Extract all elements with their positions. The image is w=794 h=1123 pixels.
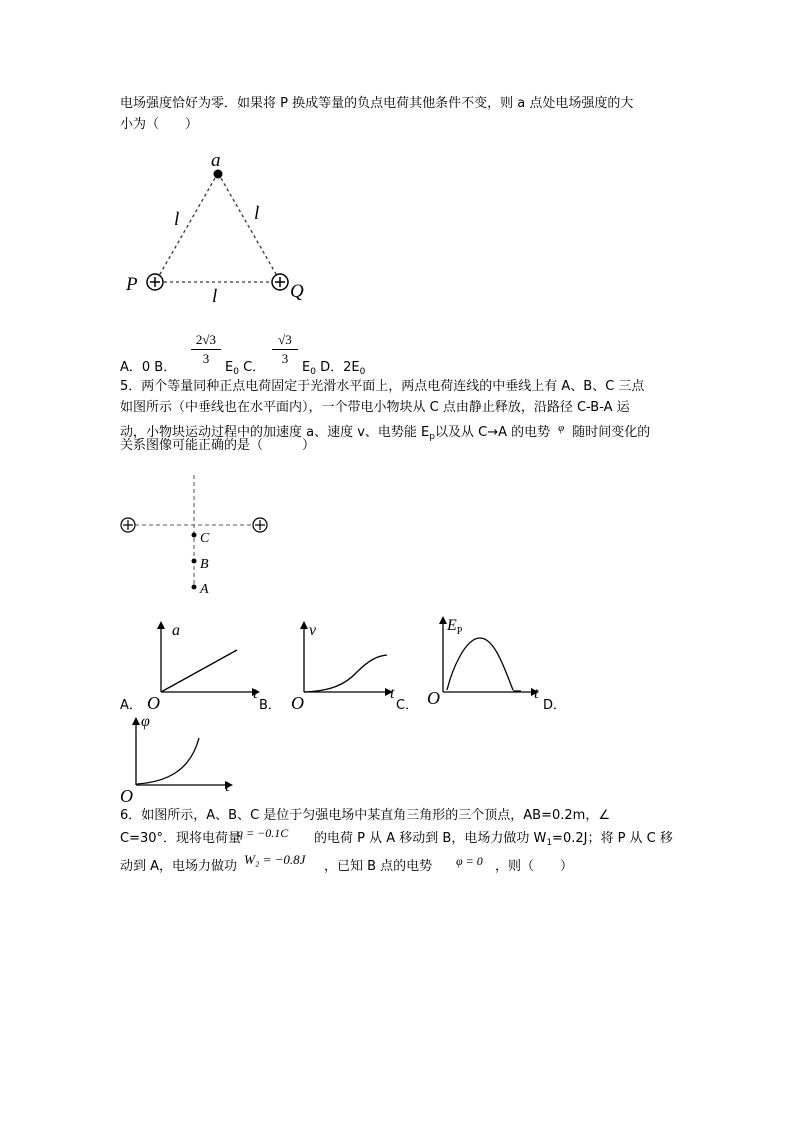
label-c: C	[200, 531, 210, 546]
q5-text-line4: 关系图像可能正确的是（ ）	[120, 438, 316, 453]
q5-text-line1: 5．两个等量同种正点电荷固定于光滑水平面上，两点电荷连线的中垂线上有 A、B、C 三点	[120, 379, 645, 394]
label-l-bottom: l	[212, 286, 218, 307]
q6-charge-math: q = −0.1C	[237, 826, 289, 840]
q6-text-line2a: C=30°．现将电荷量	[120, 831, 242, 846]
origin-label: O	[147, 693, 160, 713]
label-p: P	[126, 274, 138, 295]
q6-text-line1: 6．如图所示，A、B、C 是位于匀强电场中某直角三角形的三个顶点，AB=0.2m，∠	[120, 808, 610, 823]
q5-option-c-label: C．	[396, 698, 419, 713]
velocity-curve	[304, 655, 387, 692]
linear-curve	[161, 650, 237, 692]
q4-option-c-label: C．	[238, 360, 266, 375]
q4-option-b-unit	[225, 360, 265, 380]
q4-option-c-fraction	[272, 332, 298, 367]
fraction-denominator: 3	[202, 351, 210, 366]
side-right-dashed	[218, 173, 280, 281]
fraction-numerator: 2√3	[195, 332, 217, 347]
point-c-dot	[192, 533, 197, 538]
q4-option-c-d	[302, 360, 365, 380]
q6-line2-part: 的电荷 P 从 A 移动到 B，电场力做功 W	[314, 831, 547, 846]
axis-label-a: a	[172, 622, 180, 639]
two-charges-figure	[115, 470, 280, 600]
unit-e-subscript: 0	[233, 367, 239, 377]
origin-label: O	[427, 688, 440, 708]
axis-label-t: t	[390, 685, 395, 702]
q6-text-line2b	[314, 831, 673, 851]
graph-b-velocity	[285, 615, 405, 715]
q4-option-d: D．2E	[315, 360, 360, 375]
origin-label: O	[291, 693, 304, 713]
q5-option-b-label: B．	[259, 698, 281, 713]
axis-label-t: t	[225, 778, 230, 795]
q6-line2-part2: =0.2J；将 P 从 C 移	[552, 831, 673, 846]
q5-option-a-label: A．	[120, 698, 142, 713]
q4-option-b-fraction	[191, 332, 221, 367]
fraction-denominator: 3	[281, 351, 289, 366]
phi-symbol: φ	[558, 422, 565, 434]
label-a: a	[211, 150, 221, 171]
q5-line3-part3: 随时间变化的	[572, 425, 651, 440]
q6-text-line3a: 动到 A，电场力做功	[120, 859, 238, 874]
graph-d-potential	[115, 712, 255, 807]
label-l-left: l	[174, 209, 180, 230]
graph-a-acceleration	[140, 615, 270, 715]
unit-e: E	[302, 360, 311, 375]
q4-option-a-b: A．0 B．	[120, 360, 177, 375]
q6-text-line3c: ，则（ ）	[495, 859, 574, 874]
q5-option-d-label: D．	[543, 698, 567, 713]
q4-text-line2: 小为（ ）	[120, 117, 199, 132]
q5-line3-part2: 以及从 C→A 的电势	[435, 425, 551, 440]
origin-label: O	[120, 786, 133, 806]
fraction-numerator: √3	[278, 332, 292, 347]
unit-e-subscript: 0	[359, 367, 366, 377]
unit-e: E	[225, 360, 234, 375]
q5-line3-part1: 动，小物块运动过程中的加速度 a、速度 v、电势能 E	[120, 425, 430, 440]
q5-ep-subscript: p	[429, 432, 435, 442]
point-b-dot	[192, 559, 197, 564]
q5-text-line2: 如图所示（中垂线也在水平面内），一个带电小物块从 C 点由静止释放，沿路径 C-B-A 运	[120, 400, 630, 415]
q6-work-math: W₂ = −0.8J	[244, 852, 306, 867]
axis-label-t: t	[253, 685, 258, 702]
point-a-dot	[192, 585, 197, 590]
axis-label-phi: φ	[141, 713, 150, 730]
q4-text-line1: 电场强度恰好为零．如果将 P 换成等量的负点电荷其他条件不变，则 a 点处电场强度的大	[120, 96, 634, 111]
q6-potential-math: φ = 0	[456, 854, 483, 868]
label-a: A	[200, 582, 209, 597]
potential-curve	[137, 738, 199, 784]
graph-c-potential-energy	[425, 610, 555, 715]
unit-e-subscript: 0	[310, 367, 316, 377]
triangle-figure	[120, 145, 320, 310]
w1-subscript: 1	[546, 838, 553, 848]
q6-text-line3b: ，已知 B 点的电势	[324, 859, 433, 874]
label-l-right: l	[254, 203, 260, 224]
label-q: Q	[290, 281, 304, 302]
side-left-dashed	[156, 173, 218, 281]
energy-curve	[447, 638, 513, 690]
label-b: B	[200, 557, 209, 572]
axis-label-t: t	[534, 685, 539, 702]
axis-label-v: v	[309, 622, 317, 639]
axis-label-ep: $E_P$	[447, 617, 463, 637]
